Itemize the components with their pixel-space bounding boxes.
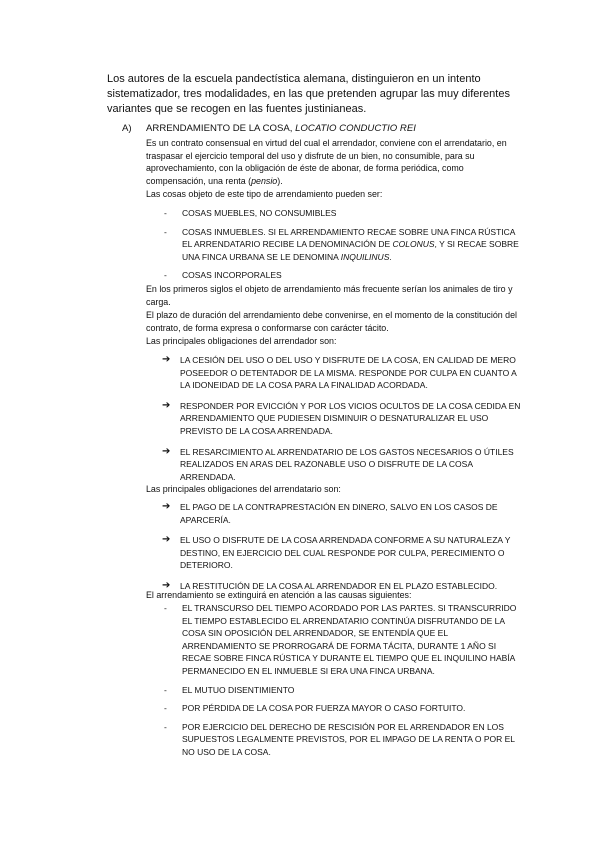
list-item-text: LA CESIÓN DEL USO O DEL USO Y DISFRUTE DE LA COSA, EN CALIDAD DE MERO POSEEDOR O DETENTADOR DE LA MISMA. RESPONDE POR CULPA EN CUANTO A LA IDONEIDAD DE LA COSA PARA LA FINALIDAD ACORDADA. [180,355,517,391]
list-item-text: EL RESARCIMIENTO AL ARRENDATARIO DE LOS GASTOS NECESARIOS O ÚTILES REALIZADOS EN ARAS DEL RAZONABLE USO O DISFRUTE DE LA COSA ARRENDADA. [180,446,514,482]
arrendatario-intro: Las principales obligaciones del arrendatario son: [146,484,341,494]
intro-paragraph: Los autores de la escuela pandectística alemana, distinguieron en un intento sistematizador, tres modalidades, en las que pretenden agrupar las muy diferentes variantes que se recogen en las fuentes justinianeas. [107,73,510,115]
dash-marker: - [164,603,167,613]
definition-text: Es un contrato consensual en virtud del cual el arrendador, conviene con el arrendatario, en traspasar el ejercicio temporal del uso y disfrute de un bien, no consumible, para su aprovechamiento, con la obligación de éste de abonar, de forma periódica, como compensación, una renta ( [146,138,507,187]
list-item-text: LA RESTITUCIÓN DE LA COSA AL ARRENDADOR EN EL PLAZO ESTABLECIDO. [180,580,498,591]
arrow-icon: ➔ [162,534,171,546]
arrow-icon: ➔ [162,399,171,411]
definition-paragraph [146,137,524,188]
dash-marker: - [164,721,167,732]
dash-marker: - [164,270,167,281]
arrow-icon: ➔ [162,445,171,457]
section-a-heading [122,123,522,134]
plazo-paragraph: El plazo de duración del arrendamiento debe convenirse, en el momento de la constitución del contrato, de forma expresa o conformarse con carácter tácito. [146,310,518,333]
latin-term: INQUILINUS [340,251,390,262]
list-item [162,501,522,526]
section-title: ARRENDAMIENTO DE LA COSA, [146,123,296,134]
arrendador-intro: Las principales obligaciones del arrendador son: [146,336,337,346]
dash-marker: - [164,684,167,695]
list-item [162,446,522,484]
list-item [164,684,524,697]
list-item [162,534,522,572]
list-item-text: EL USO O DISFRUTE DE LA COSA ARRENDADA CONFORME A SU NATURALEZA Y DESTINO, EN EJERCICIO DEL CUAL RESPONDE POR CULPA, PERECIMIENTO O DETERIORO. [180,535,511,571]
dash-marker: - [164,208,167,218]
arrow-icon: ➔ [162,501,171,512]
list-item [162,354,522,392]
list-item [164,702,524,715]
list-item-text: COSAS INCORPORALES [182,270,282,281]
list-item-text: . [389,251,392,262]
dash-marker: - [164,226,167,237]
objects-paragraph: En los primeros siglos el objeto de arrendamiento más frecuente serían los animales de tiro y carga. [146,284,513,307]
arrendatario-list [162,501,522,601]
list-item [164,721,524,759]
list-item-text: EL PAGO DE LA CONTRAPRESTACIÓN EN DINERO, SALVO EN LOS CASOS DE APARCERÍA. [180,502,498,525]
definition-term: pensio [251,176,278,187]
list-item [164,269,524,282]
list-item-text: EL MUTUO DISENTIMIENTO [182,684,295,695]
list-item-text: POR PÉRDIDA DE LA COSA POR FUERZA MAYOR O CASO FORTUITO. [182,703,466,714]
dash-marker: - [164,703,167,714]
list-item-text: COSAS INMUEBLES. SI EL ARRENDAMIENTO RECAE SOBRE UNA FINCA RÚSTICA EL ARRENDATARIO RECIBE LA DENOMINACIÓN DE [182,226,515,250]
arrendador-list [162,354,522,491]
list-item-text: COSAS MUEBLES, NO CONSUMIBLES [182,208,337,218]
list-item-text: RESPONDER POR EVICCIÓN Y POR LOS VICIOS OCULTOS DE LA COSA CEDIDA EN ARRENDAMIENTO QUE PUDIESEN DISMINUIR O DESNATURALIZAR EL USO PREVISTO DE LA COSA ARRENDADA. [180,400,521,436]
list-item-text: POR EJERCICIO DEL DERECHO DE RESCISIÓN POR EL ARRENDADOR EN LOS SUPUESTOS LEGALMENTE PREVISTOS, POR EL IMPAGO DE LA RENTA O POR EL NO USO DE LA COSA. [182,721,515,757]
arrow-icon: ➔ [162,354,171,365]
extincion-list [164,602,524,765]
objects-list [164,207,524,288]
list-item-text: , Y SI RECAE SOBRE UNA FINCA URBANA SE LE DENOMINA [182,239,519,262]
list-item [164,207,524,220]
latin-term: COLONUS [392,239,435,250]
list-item [164,602,524,678]
extincion-intro: El arrendamiento se extinguirá en atención a las causas siguientes: [146,590,412,600]
list-item-text: EL TRANSCURSO DEL TIEMPO ACORDADO POR LAS PARTES. SI TRANSCURRIDO EL TIEMPO ESTABLECIDO EL ARRENDATARIO CONTINÚA DISFRUTANDO DE LA COSA SIN OPOSICIÓN DEL ARRENDADOR, SE ENTENDÍA QUE EL ARRENDAMIENTO SE PRORROGARÁ DE FORMA TÁCITA, DURANTE 1 AÑO SI RECAE SOBRE FINCA RÚSTICA Y DURANTE EL TIEMPO QUE EL INQUILINO HABÍA PERMANECIDO EN EL INMUEBLE SI ERA UNA FINCA URBANA. [182,603,517,676]
list-item [164,226,524,264]
section-title-latin: LOCATIO CONDUCTIO REI [295,123,416,134]
section-letter: A) [122,123,132,134]
objects-intro: Las cosas objeto de este tipo de arrendamiento pueden ser: [146,189,383,199]
definition-end: ). [277,176,283,187]
list-item [162,400,522,438]
arrow-icon: ➔ [162,579,171,591]
